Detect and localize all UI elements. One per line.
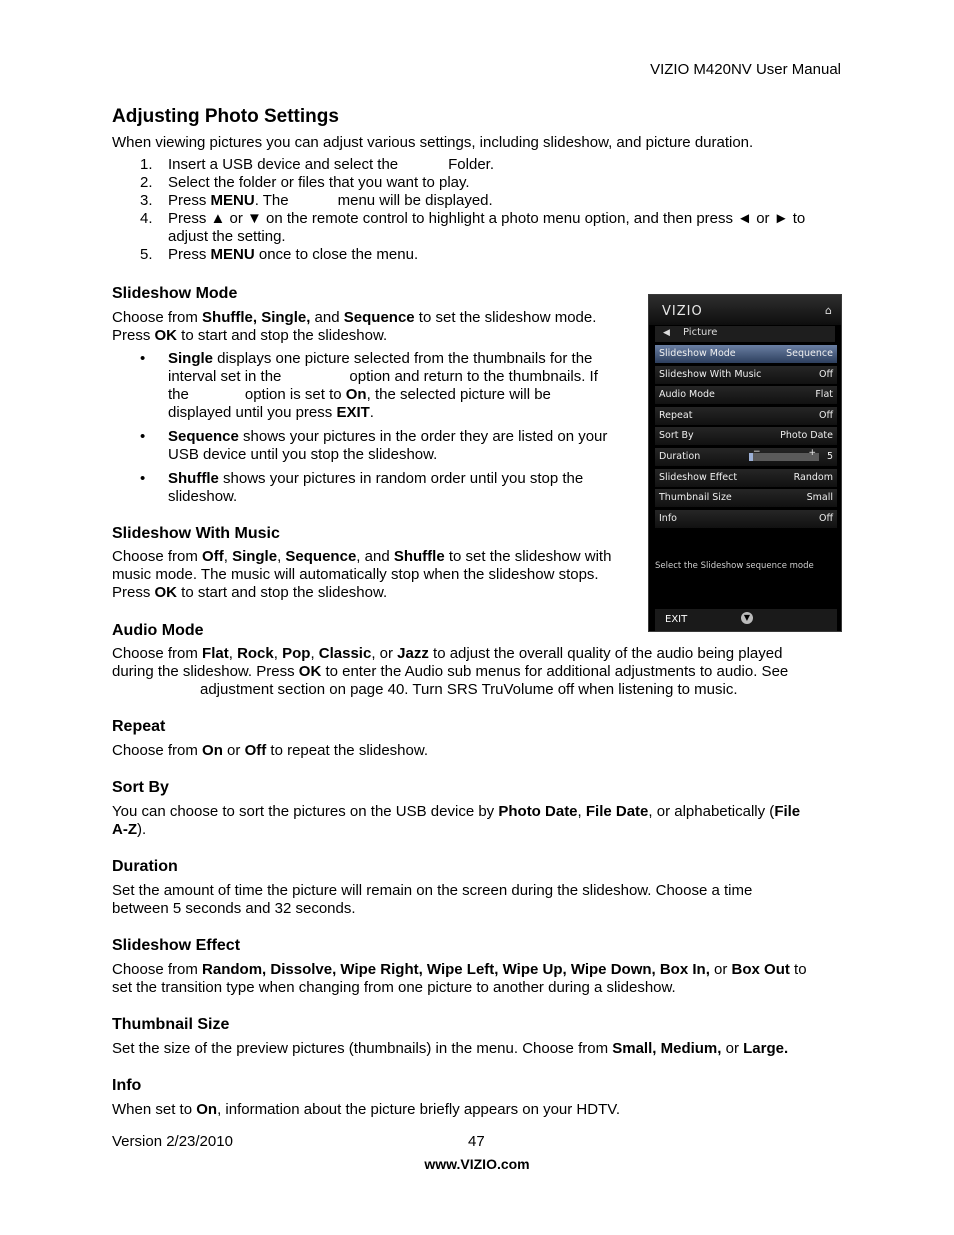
plus-icon: + <box>808 448 816 458</box>
tv-menu-screenshot <box>648 294 842 632</box>
tv-menu-row-value: Random <box>793 471 833 483</box>
tv-menu-row-label: Slideshow Effect <box>659 471 738 483</box>
tv-menu-row-label: Thumbnail Size <box>659 492 732 504</box>
tv-menu-row-label: Slideshow Mode <box>659 348 736 359</box>
tv-menu-footer <box>655 609 837 631</box>
body-text: Choose from Random, Dissolve, Wipe Right, Wipe Left, Wipe Up, Wipe Down, Box In, or Box Out to set the transition type when changing from one picture to another during a slideshow. <box>112 961 807 996</box>
page-number: 47 <box>468 1133 485 1150</box>
tv-menu-row-label: Sort By <box>659 430 694 442</box>
body-text: You can choose to sort the pictures on the USB device by Photo Date, File Date, or alphabetically (File A-Z). <box>112 803 801 838</box>
body-text: Set the size of the preview pictures (thumbnails) in the menu. Choose from Small, Medium, or Large. <box>112 1040 789 1057</box>
steps-list <box>112 156 842 264</box>
body-text: Set the amount of time the picture will remain on the screen during the slideshow. Choose a time between 5 seconds and 32 seconds. <box>112 882 753 917</box>
section-heading: Info <box>112 1077 142 1094</box>
tv-menu-hint: Select the Slideshow sequence mode <box>655 561 814 571</box>
back-arrow-icon: ◀ <box>663 328 670 338</box>
duration-slider <box>749 447 819 461</box>
tv-menu-row <box>655 427 837 445</box>
tv-menu-row <box>655 489 837 507</box>
list-item: 4. Press ▲ or ▼ on the remote control to highlight a photo menu option, and then press ◄ or ► to adjust the setting. <box>140 210 806 245</box>
tv-menu-row-label: Info <box>659 512 677 524</box>
page-title: Adjusting Photo Settings <box>112 106 339 127</box>
tv-menu-row-label: Slideshow With Music <box>659 368 762 380</box>
tv-menu-row <box>655 407 837 425</box>
bullet-list <box>112 350 632 506</box>
vizio-logo: VIZIO <box>662 304 703 319</box>
tv-menu-row-label: Audio Mode <box>659 389 715 401</box>
list-item: 1. Insert a USB device and select the Folder. <box>140 156 494 173</box>
tv-menu-row-value: Off <box>818 409 833 421</box>
tv-menu-row <box>655 448 837 466</box>
section-heading: Repeat <box>112 718 166 735</box>
list-item: 2. Select the folder or files that you want to play. <box>140 174 470 191</box>
tv-menu-row <box>655 366 837 384</box>
tv-menu-row-value: Flat <box>815 389 833 401</box>
tv-menu-row-value: Off <box>818 512 833 524</box>
body-text: Press OK to start and stop the slideshow. <box>112 327 388 344</box>
section-heading: Slideshow Mode <box>112 285 238 302</box>
body-text: Choose from Shuffle, Single, and Sequence to set the slideshow mode. <box>112 309 597 326</box>
section-heading: Sort By <box>112 779 169 796</box>
body-text: Choose from On or Off to repeat the slideshow. <box>112 742 429 759</box>
section-heading: Slideshow With Music <box>112 525 280 542</box>
section-heading: Audio Mode <box>112 622 204 639</box>
list-item: 5. Press MENU once to close the menu. <box>140 246 419 263</box>
exit-label: EXIT <box>665 614 688 625</box>
body-text: Choose from Flat, Rock, Pop, Classic, or Jazz to adjust the overall quality of the audio being played during the slideshow. Press OK to enter the Audio sub menus for additional adjustments to audio. See adjustment section on page 40. Turn SRS TruVolume off when listening to music. <box>112 645 789 698</box>
intro-text: When viewing pictures you can adjust various settings, including slideshow, and picture duration. <box>112 134 754 151</box>
tv-menu-row-value: Sequence <box>786 348 833 359</box>
tv-menu-back-item: ◀ Picture <box>655 326 835 342</box>
minus-icon: − <box>753 447 761 457</box>
tv-menu-row-value: 5 <box>826 451 833 462</box>
tv-menu-row-value: Small <box>806 492 833 504</box>
section-heading: Thumbnail Size <box>112 1016 230 1033</box>
list-item: • Shuffle shows your pictures in random order until you stop the slideshow. <box>140 470 584 505</box>
list-item: • Sequence shows your pictures in the order they are listed on your USB device until you stop the slideshow. <box>140 428 608 463</box>
tv-menu-row <box>655 345 837 363</box>
home-icon: ⌂ <box>825 304 832 317</box>
section-heading: Duration <box>112 858 178 875</box>
body-text: Choose from Off, Single, Sequence, and Shuffle to set the slideshow with music mode. The music will automatically stop when the slideshow stops. Press OK to start and stop the slideshow. <box>112 548 612 601</box>
body-text: When set to On, information about the picture briefly appears on your HDTV. <box>112 1101 621 1118</box>
tv-menu-row-label: Duration <box>659 451 701 462</box>
tv-menu-row <box>655 469 837 487</box>
list-item: • Single displays one picture selected from the thumbnails for the interval set in the option and return to the thumbnails. If the option is set to On, the selected picture will be displayed until you press EXIT. <box>140 350 598 421</box>
tv-menu-row-value: Photo Date <box>780 430 833 442</box>
footer-version: Version 2/23/2010 <box>112 1133 233 1150</box>
list-item: 3. Press MENU. The menu will be displayed. <box>140 192 493 209</box>
tv-menu-row <box>655 510 837 528</box>
tv-menu-row <box>655 386 837 404</box>
tv-menu-row-value: Off <box>818 368 833 380</box>
section-heading: Slideshow Effect <box>112 937 241 954</box>
chevron-down-icon: ▼ <box>741 612 753 624</box>
tv-menu-header <box>649 295 841 325</box>
footer-url: www.VIZIO.com <box>424 1156 530 1172</box>
page-header: VIZIO M420NV User Manual <box>650 61 841 78</box>
tv-menu-row-label: Repeat <box>659 409 693 421</box>
